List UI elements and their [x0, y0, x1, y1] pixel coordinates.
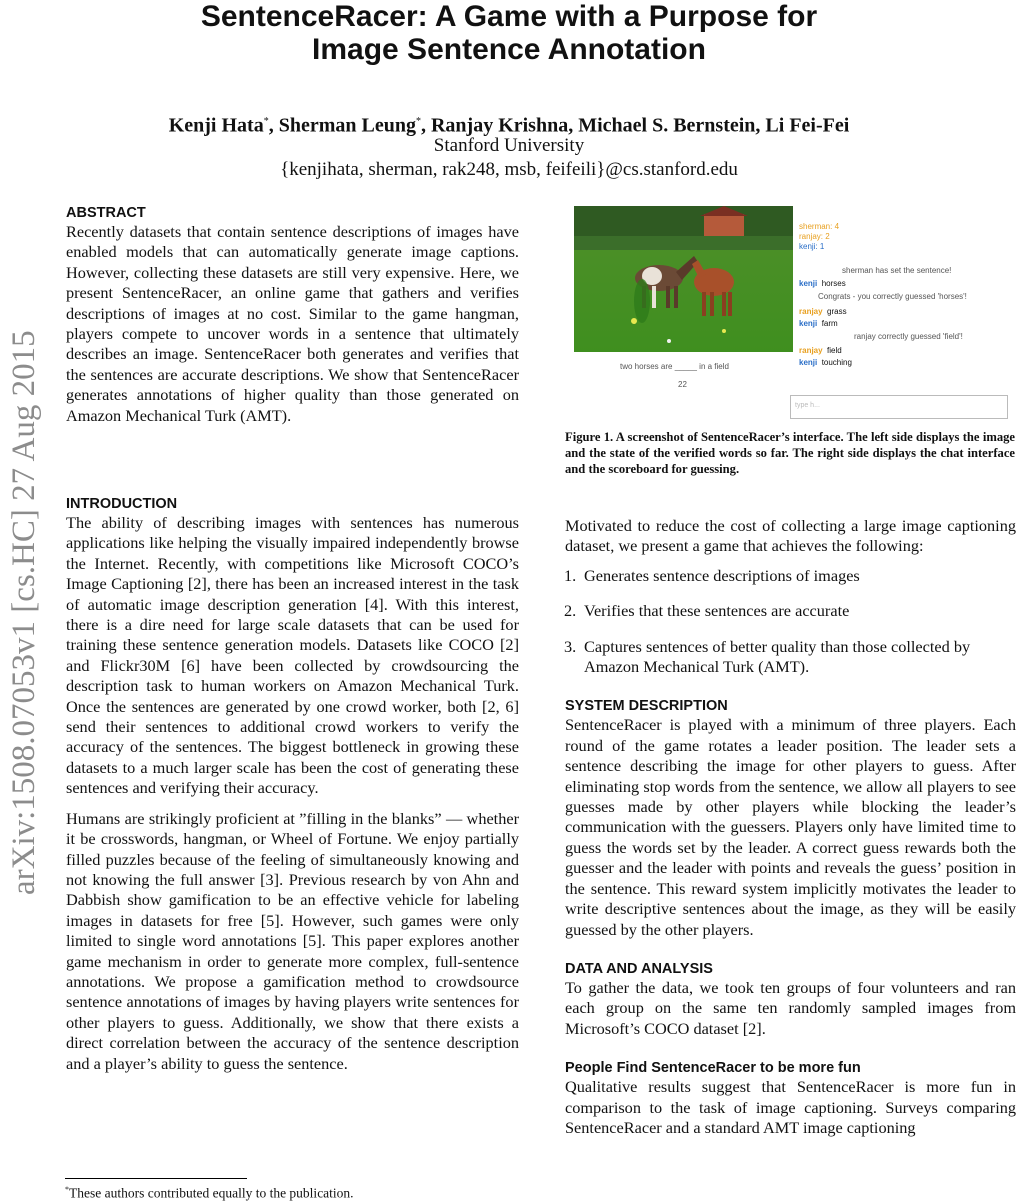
other-authors: Ranjay Krishna, Michael S. Bernstein, Li Fei-Fei: [430, 114, 850, 137]
chat-username: ranjay: [799, 307, 823, 316]
title-line-2: Image Sentence Annotation: [312, 33, 706, 66]
equal-contrib-mark: *: [415, 116, 421, 127]
sentence-state: two horses are _____ in a field: [620, 362, 729, 371]
introduction-paragraph-2: Humans are strikingly proficient at ”filling in the blanks” — whether it be crosswords, hangman, or Wheel of Fortune. We enjoy partially filled puzzles because of the feeling of simultaneously knowing and not knowing the full answer [3]. Previous research by von Ahn and Dabbish show gamification to be an effective vehicle for labeling images in datasets for free [5]. However, such games were only limited to single word annotations [5]. This paper explores another game mechanism in order to generate more complex, full-sentence annotations. We propose a gamification method to crowdsource sentence annotations of images by having players write sentences for other players to guess. Additionally, we show that there exists a direct correlation between the accuracy of the sentence description and a player’s ability to guess the sentence.: [66, 808, 519, 1073]
chat-guess: touching: [821, 358, 852, 367]
fun-subheading: People Find SentenceRacer to be more fun: [565, 1060, 861, 1077]
equal-contrib-mark: *: [263, 116, 269, 127]
chat-message: [799, 307, 847, 317]
chat-message: [799, 279, 846, 289]
abstract-text: Recently datasets that contain sentence descriptions of images have enabled models that can automatically generate image captions. However, collecting these datasets are still very expensive. Here, we present SentenceRacer, an online game that gathers and verifies descriptions of images at no cost. Similar to the game hangman, players compete to uncover words in a sentence that ultimately describes an image. SentenceRacer both generates and verifies that the sentences are accurate descriptions. We show that SentenceRacer generates annotations of higher quality than those generated on Amazon Mechanical Turk (AMT).: [66, 222, 519, 425]
chat-message: [799, 358, 852, 368]
data-analysis-heading: DATA AND ANALYSIS: [565, 960, 713, 977]
chat-system-message: Congrats - you correctly guessed 'horses'!: [818, 292, 967, 301]
round-timer: 22: [678, 380, 687, 389]
author-list: Kenji Hata*, Sherman Leung*, Ranjay Krishna, Michael S. Bernstein, Li Fei-Fei: [168, 114, 850, 137]
horses-photo: [574, 206, 793, 352]
guess-input-placeholder: type h...: [795, 402, 820, 409]
author-2: Sherman Leung: [278, 114, 416, 137]
left-column: [66, 204, 519, 426]
footnote-mark: *: [65, 1185, 69, 1194]
system-description-text: SentenceRacer is played with a minimum of three players. Each round of the game rotates a leader position. The leader sets a sentence describing the image for other players to guess. After eliminating stop words from the sentence, we allow all players to see guesses made by other players while blocking the leader’s communication with the guessers. Players only have limited time to guess the words set by the leader. A correct guess rewards both the guesser and the leader with points and reveals the guess’ position in the sentence. This reward system implicitly motivates the leader to write descriptive sentences about the image, as they will be easily guessed by the other players.: [565, 715, 1016, 939]
contribution-item: 2. Verifies that these sentences are accurate: [564, 601, 850, 621]
chat-username: kenji: [799, 358, 818, 367]
score-ranjay: ranjay: 2: [799, 232, 830, 241]
guess-input[interactable]: [790, 395, 1008, 419]
system-description-heading: SYSTEM DESCRIPTION: [565, 698, 728, 715]
chat-guess: grass: [827, 307, 847, 316]
chat-guess: horses: [821, 279, 846, 288]
chat-message: [799, 319, 838, 329]
figure-1-caption: Figure 1. A screenshot of SentenceRacer’s interface. The left side displays the image and the state of the verified words so far. The right side displays the chat interface and the scoreboard for guessing.: [565, 430, 1015, 476]
figure-1: [566, 204, 1012, 424]
title-line-1: SentenceRacer: A Game with a Purpose for: [200, 0, 818, 33]
author-1: Kenji Hata: [168, 114, 264, 137]
contribution-item: 3. Captures sentences of better quality than those collected by Amazon Mechanical Turk (AMT).: [564, 636, 971, 677]
footnote-text: These authors contributed equally to the publication.: [69, 1185, 354, 1201]
author-emails: {kenjihata, sherman, rak248, msb, feifeili}@cs.stanford.edu: [280, 159, 738, 180]
chat-guess: field: [827, 346, 842, 355]
footnote-divider: [65, 1178, 247, 1179]
data-analysis-text: To gather the data, we took ten groups of four volunteers and ran each group on the same ten randomly sampled images from Microsoft’s COCO dataset [2].: [565, 977, 1016, 1038]
affiliation: Stanford University: [433, 135, 585, 156]
contribution-item: 1. Generates sentence descriptions of images: [564, 565, 860, 585]
arxiv-identifier: arXiv:1508.07053v1 [cs.HC] 27 Aug 2015: [6, 330, 42, 895]
chat-username: kenji: [799, 319, 818, 328]
right-column: [565, 516, 1016, 1138]
chat-guess: farm: [821, 319, 838, 328]
introduction-heading: INTRODUCTION: [66, 496, 178, 512]
introduction-paragraph-1: The ability of describing images with sentences has numerous applications like helping the visually impaired independently browse the Internet. Recently, with competitions like Microsoft COCO’s Image Captioning [2], there has been an increased interest in the task of automatic image description generation [4]. With this interest, there is a dire need for large scale datasets that can be used for training these sentence generation models. Datasets like COCO [2] and Flickr30M [6] have been collected by crowdsourcing the description task to human workers on Amazon Mechanical Turk. Once the sentences are generated by one crowd worker, both [2, 6] send their sentences to additional crowd workers to verify the accuracy of the sentences. The biggest bottleneck in growing these datasets to a much larger scale has been the cost of generating these sentences and verifying their accuracy.: [66, 513, 519, 798]
score-sherman: sherman: 4: [799, 222, 840, 231]
motivation-text: Motivated to reduce the cost of collecting a large image captioning dataset, we present a game that achieves the following:: [565, 516, 1016, 556]
chat-system-message: sherman has set the sentence!: [842, 266, 952, 275]
chat-message: [799, 346, 842, 356]
chat-username: kenji: [799, 279, 818, 288]
contribution-list: [565, 566, 1016, 678]
paper-title: [0, 0, 1018, 66]
fun-text: Qualitative results suggest that SentenceRacer is more fun in comparison to the task of image captioning. Surveys comparing SentenceRacer and a standard AMT image captioning: [565, 1077, 1016, 1137]
footnote: [65, 1181, 354, 1202]
scoreboard: [799, 222, 839, 252]
abstract-heading: ABSTRACT: [66, 205, 146, 221]
chat-system-message: ranjay correctly guessed 'field'!: [854, 332, 963, 341]
score-kenji: kenji: 1: [799, 242, 825, 251]
chat-username: ranjay: [799, 346, 823, 355]
introduction-section: [66, 495, 519, 1074]
